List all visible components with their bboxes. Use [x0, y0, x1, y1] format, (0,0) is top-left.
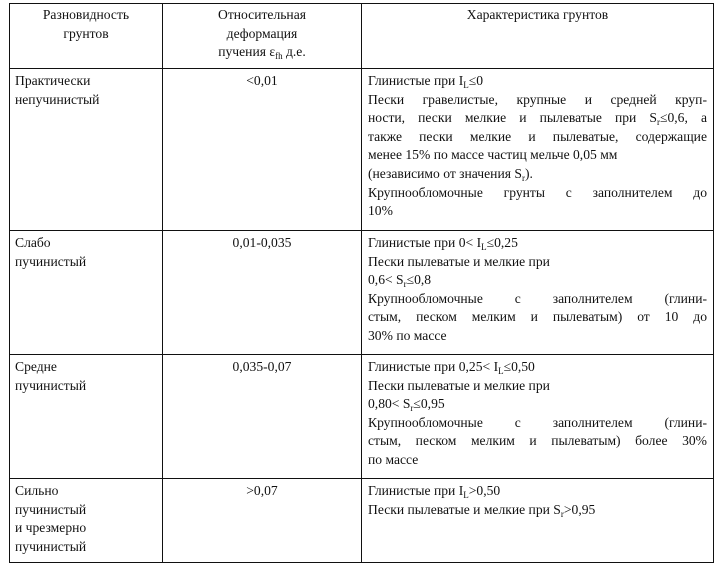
row1-char-subscript: L [463, 80, 469, 90]
row2-char-line-5: стым, песком мелким и пылеватым) от 10 до [368, 309, 707, 325]
row1-char-line-1 [368, 72, 707, 91]
header-deformation-line-1: Относительная [218, 7, 306, 22]
header-characteristic-cell [362, 4, 714, 69]
row2-kind-cell [10, 231, 163, 355]
row2-char-text: ≤0,25 [486, 235, 518, 250]
row4-char-text: Пески пылеватые и мелкие при S [368, 501, 561, 517]
header-deformation-unit: д.е. [282, 44, 306, 60]
row3-char-line-1 [368, 358, 707, 377]
row4-kind-line-2: пучинистый [15, 501, 87, 517]
soil-classification-table [9, 3, 714, 563]
row2-char-text: ≤0,8 [406, 272, 432, 288]
header-kind-line-2: грунтов [63, 25, 109, 41]
row3-char-text: 0,80< S [368, 396, 411, 412]
row1-char-line-2: Пески гравелистые, крупные и средней круп- [368, 91, 707, 107]
row4-characteristic-cell [362, 479, 714, 563]
row1-char-subscript: r [521, 172, 525, 183]
row4-kind-line-3: и чрезмерно [15, 520, 87, 536]
row1-char-text: ≤0,6, а [660, 110, 707, 126]
row1-char-line-5: менее 15% по массе частиц мельче 0,05 мм [368, 147, 618, 163]
row3-deformation-cell [163, 355, 362, 479]
row3-char-line-5: стым, песком мелким и пылеватым) более 30% [368, 433, 707, 449]
row1-char-text: Глинистые при I [368, 73, 464, 88]
row3-char-text: ≤0,50 [503, 359, 535, 374]
row2-char-text: 0,6< S [368, 272, 404, 288]
row1-deformation-value: <0,01 [246, 73, 278, 88]
row1-kind-line-1: Практически [15, 73, 91, 88]
row2-deformation-value: 0,01-0,035 [232, 235, 292, 250]
row4-char-text: >0,50 [468, 483, 501, 498]
row3-char-subscript: L [498, 366, 504, 376]
row2-char-text: Глинистые при 0< I [368, 235, 482, 250]
row4-deformation-cell [163, 479, 362, 563]
row2-char-line-3 [368, 271, 707, 290]
row2-char-subscript: L [481, 242, 487, 252]
row1-kind-line-2: непучинистый [15, 91, 100, 107]
row2-kind-line-1: Слабо [15, 235, 51, 250]
row2-kind-line-2: пучинистый [15, 253, 87, 269]
row4-char-line-2 [368, 501, 707, 520]
row2-deformation-cell [163, 231, 362, 355]
row1-characteristic-cell [362, 69, 714, 231]
table-row-slightly-heaving [10, 231, 714, 355]
row4-char-subscript: r [560, 508, 564, 519]
row1-char-line-3 [368, 109, 707, 128]
header-kind-line-1: Разновидность [42, 7, 130, 22]
row3-kind-cell [10, 355, 163, 479]
row2-characteristic-cell [362, 231, 714, 355]
row4-char-text: >0,95 [563, 501, 596, 517]
header-deformation-line-2: деформация [226, 25, 298, 41]
header-characteristic-text: Характеристика грунтов [466, 7, 609, 22]
row3-char-line-6: по массе [368, 451, 419, 467]
row4-deformation-value: >0,07 [246, 483, 278, 498]
row4-char-line-1 [368, 482, 707, 501]
row3-char-line-4: Крупнообломочные с заполнителем (глини- [368, 414, 707, 430]
row1-char-subscript: r [657, 117, 660, 128]
row3-char-subscript: r [410, 403, 414, 414]
row4-char-subscript: L [463, 490, 469, 500]
header-deformation-cell [163, 4, 362, 69]
table-row-medium-heaving [10, 355, 714, 479]
row3-char-line-3 [368, 395, 707, 414]
row3-char-text: Глинистые при 0,25< I [368, 359, 499, 374]
row1-char-line-6 [368, 165, 707, 184]
table-row-practically-non-heaving [10, 69, 714, 231]
row2-char-line-4: Крупнообломочные с заполнителем (глини- [368, 290, 707, 306]
row4-char-text: Глинистые при I [368, 483, 464, 498]
row2-char-subscript: r [403, 279, 407, 290]
row4-kind-line-4: пучинистый [15, 538, 87, 554]
row1-deformation-cell [163, 69, 362, 231]
row3-kind-line-2: пучинистый [15, 377, 87, 393]
header-deformation-subscript: fh [275, 51, 283, 62]
table-header-row [10, 4, 714, 69]
row1-char-text: ). [524, 165, 533, 181]
row1-char-line-4: также пески мелкие и пылеватые, содержащие [368, 128, 707, 144]
row1-char-line-8: 10% [368, 203, 393, 219]
row3-char-line-2: Пески пылеватые и мелкие при [368, 377, 550, 393]
row4-kind-line-1: Сильно [15, 483, 59, 498]
row2-char-line-6: 30% по массе [368, 327, 447, 343]
row1-char-line-7: Крупнообломочные грунты с заполнителем до [368, 184, 707, 200]
header-deformation-symbol: пучения ε [218, 44, 276, 60]
row4-kind-cell [10, 479, 163, 563]
table-row-strongly-heaving [10, 479, 714, 563]
row3-characteristic-cell [362, 355, 714, 479]
row3-char-text: ≤0,95 [413, 396, 445, 412]
header-deformation-line-3 [163, 43, 361, 62]
row3-deformation-value: 0,035-0,07 [232, 359, 292, 374]
row1-char-text: ≤0 [468, 73, 484, 88]
row1-char-text: ности, пески мелкие и пылеватые при S [368, 110, 657, 126]
row3-kind-line-1: Средне [15, 359, 57, 374]
row1-char-text: (независимо от значения S [368, 165, 522, 181]
row2-char-line-2: Пески пылеватые и мелкие при [368, 253, 550, 269]
header-kind-cell [10, 4, 163, 69]
row2-char-line-1 [368, 234, 707, 253]
row1-kind-cell [10, 69, 163, 231]
